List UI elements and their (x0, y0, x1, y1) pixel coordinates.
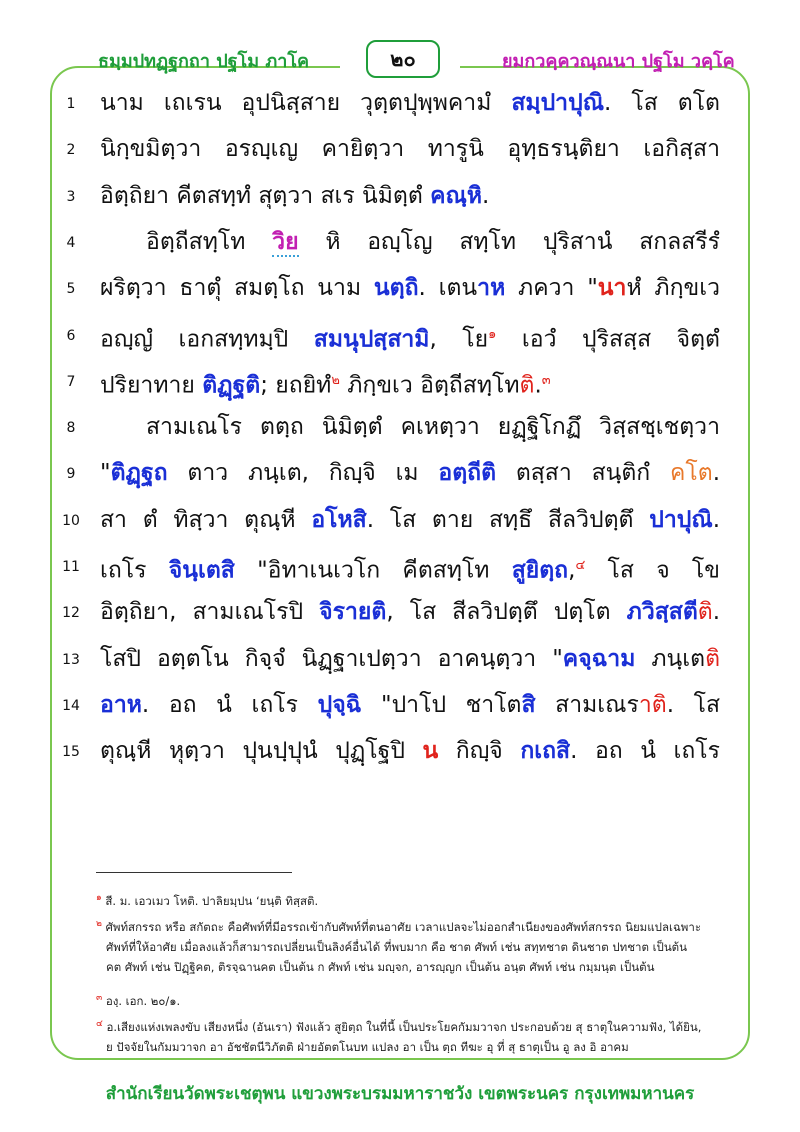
text-segment: "อิทาเนเวโก คีตสทฺโท (234, 557, 512, 584)
text-segment: อาห (100, 691, 142, 718)
text-segment: คจฺฉาม (562, 645, 636, 672)
text-segment: ติ (519, 372, 535, 399)
footnote-ref: ๔ (575, 558, 586, 573)
text-segment: อิตฺถีสทฺโท (146, 228, 273, 255)
text-segment: เอวํ ปุริสสฺส จิตฺตํ (496, 326, 720, 353)
text-segment: หํ ภิกฺขเว (626, 275, 720, 302)
text-segment: , (568, 557, 576, 584)
footnote-text: คต ศัพท์ เช่น ปิฏฺฐิคต, ติรจฺฉานคต เป็นต้น ก ศัพท์ เช่น มญฺจก, อารญฺญก เป็นต้น อนฺต ศัพท์ เช่น กมฺมนฺต เป็นต้น (106, 959, 655, 974)
text-segment: , โย (429, 326, 489, 353)
text-segment: ปาปุณิ (649, 506, 713, 533)
text-segment: ติฏฺฐติ (202, 372, 261, 399)
line-text (100, 132, 720, 166)
text-segment: ตุณฺหี หุตฺวา ปุนปฺปุนํ ปุฏฺโฐปิ (100, 738, 423, 765)
line-text (100, 549, 720, 588)
line-number: 11 (62, 559, 80, 575)
text-segment: สา ตํ ทิสฺวา ตุณฺหี (100, 506, 312, 533)
text-segment: . เตน (418, 275, 478, 302)
text-segment: อตฺถีติ (438, 460, 497, 487)
footnote-text: ศัพท์สกรรถ หรือ สกัตถะ คือศัพท์ที่มีอรรถเข้ากับศัพท์ที่ตนอาศัย เวลาแปลจะไม่ออกสำเนียงของศัพท์สกรรถ นิยมแปลเฉพาะ (105, 919, 702, 934)
text-segment: . (712, 460, 720, 487)
footnote-text: องฺ. เอก. ๒๐/๑. (105, 993, 181, 1008)
text-segment: . (712, 599, 721, 626)
line-text (100, 318, 720, 357)
footnote-3 (96, 988, 736, 1011)
text-segment: ภวิสฺสตี (626, 599, 698, 626)
text-segment: กเถสิ (520, 738, 571, 765)
text-segment: อิตฺถิยา, สามเณโรปิ (100, 599, 320, 626)
text-segment: โส จ โข (585, 557, 720, 584)
text-segment: ตาว ภนฺเต, กิญฺจิ เม (167, 460, 439, 487)
footnote-marker: ๓ (96, 993, 103, 1003)
text-segment: ผริตฺวา ธาตุํ สมตฺโถ นาม (100, 275, 374, 302)
text-segment: ; ยถยิทํ (260, 372, 332, 399)
text-segment: . อถ นํ เถโร (141, 691, 318, 718)
text-segment: อญฺญํ เอกสทฺทมฺปิ (100, 326, 314, 353)
page-number-badge: ๒๐ (366, 40, 440, 78)
line-number: 8 (66, 420, 76, 437)
text-segment: สูยิตฺถ (511, 557, 569, 584)
text-segment: "ปาโป ชาโต (361, 691, 522, 718)
header-chapter-title: ยมกวคฺควณฺณนา ปฐโม วคฺโค (502, 51, 735, 72)
line-text (100, 456, 720, 490)
footnote-marker: ๑ (96, 893, 102, 903)
text-segment: เถโร (100, 557, 169, 584)
text-segment: าติ (638, 691, 667, 718)
text-segment: สิ (521, 691, 536, 718)
line-number: 13 (62, 651, 80, 668)
text-segment: นา (597, 275, 627, 302)
text-segment: สมนุปสฺสามิ (313, 326, 430, 353)
footnote-marker: ๒ (96, 919, 102, 929)
text-line (58, 82, 738, 128)
footnote-text: ศัพท์ที่ให้อาศัย เมื่อลงแล้วก็สามารถเปลี่ยนเป็นลิงค์อื่นได้ ที่พบมาก คือ ชาต ศัพท์ เช่น สทฺทชาต ดินชาต ปทชาต เป็นต้น (106, 939, 688, 954)
text-line (58, 175, 738, 221)
text-segment: วิย (272, 228, 299, 255)
text-line (58, 221, 738, 267)
text-segment: " (100, 460, 111, 487)
text-line (58, 452, 738, 498)
text-segment: อิตฺถิยา คีตสทฺทํ สุตฺวา สเร นิมิตฺตํ (100, 182, 431, 209)
text-line (58, 406, 738, 452)
text-line (58, 730, 738, 776)
text-line (58, 267, 738, 313)
line-number: 9 (66, 466, 76, 483)
text-segment: , โส สีลวิปตฺตึ ปตฺโต (386, 599, 627, 626)
footnote-ref: ๒ (331, 372, 340, 388)
text-line (58, 499, 738, 545)
text-segment: . โส ตาย สทฺธึ สีลวิปตฺตึ (366, 506, 650, 533)
text-segment: . (482, 182, 490, 209)
line-text (100, 364, 720, 403)
text-segment: ภควา " (505, 275, 598, 302)
text-line (58, 360, 738, 406)
text-line (58, 545, 738, 591)
text-segment: ปุจฺฉิ (317, 691, 362, 718)
text-segment: ตสฺสา สนฺติกํ (496, 460, 670, 487)
text-segment: นิกฺขมิตฺวา อรญฺเญ คายิตฺวา ทารูนิ อุทฺธรนฺติยา เอกิสฺสา (100, 136, 720, 163)
line-text (100, 595, 720, 629)
text-segment: อโหสิ (311, 506, 367, 533)
text-segment: ภนฺเต (635, 645, 706, 672)
line-number: 1 (66, 96, 76, 112)
text-segment: ติ (697, 599, 713, 626)
line-text (100, 410, 720, 444)
text-segment: สามเณร (535, 691, 639, 718)
text-segment: ติฏฺฐถ (110, 460, 168, 487)
text-segment: น (422, 738, 439, 765)
footnote-1 (96, 888, 736, 911)
text-segment: ติ (705, 645, 721, 672)
text-segment: จินฺเตสิ (168, 557, 235, 584)
line-number: 14 (62, 697, 80, 714)
text-segment: . โส ตโต (604, 90, 720, 116)
line-number: 10 (62, 512, 80, 529)
text-segment: ปริยาทาย (100, 372, 203, 399)
text-segment: . อถ นํ เถโร (570, 738, 721, 765)
line-number: 15 (62, 744, 80, 761)
line-text (100, 225, 720, 259)
line-number: 5 (66, 281, 76, 298)
footnote-text: อ.เสียงแห่งเพลงขับ เสียงหนึ่ง (อันเรา) ฟังแล้ว สูยิตฺถ ในที่นี้ เป็นประโยคกัมมวาจก ประกอบด้วย สุ ธาตุในความฟัง, ได้ยิน, (106, 1019, 702, 1034)
header-book-title: ธมฺมปทฏฺฐกถา ปฐโม ภาโค (98, 51, 310, 72)
footnote-rule (96, 872, 292, 873)
text-segment: จิรายติ (319, 599, 387, 626)
text-segment: สามเณโร ตตฺถ นิมิตฺตํ คเหตฺวา ยฏฺฐิโกฏึ วิสฺสชฺเชตฺวา (146, 414, 720, 441)
footnote-ref: ๓ (541, 372, 551, 388)
footnote-marker: ๔ (96, 1019, 103, 1029)
text-segment: . (534, 372, 542, 399)
line-text (100, 503, 720, 537)
text-segment: โสปิ อตฺตโน กิจฺจํ นิฏฺฐาเปตฺวา อาคนฺตฺวา " (100, 645, 563, 672)
line-text (100, 688, 720, 722)
line-number: 2 (66, 142, 76, 159)
line-text (100, 86, 720, 120)
text-line (58, 128, 738, 174)
text-segment: คณฺหิ (430, 182, 483, 209)
text-segment: . โส (666, 691, 721, 718)
footnote-2 (96, 914, 736, 977)
line-number: 4 (66, 234, 76, 251)
line-number: 7 (66, 373, 76, 390)
footnote-text: ย ปัจจัยในกัมมวาจก อา อัชชัตนีวิภัตติ ฝ่ายอัตตโนบท แปลง อา เป็น ตฺถ ทีฆะ อุ ที่ สุ ธาตุเป็น อู ลง อิ อาคม (106, 1039, 629, 1054)
footnote-4 (96, 1014, 736, 1057)
line-number: 12 (62, 605, 80, 622)
text-segment: าห (477, 275, 506, 302)
text-segment: นตฺถิ (373, 275, 419, 302)
text-line (58, 638, 738, 684)
line-text (100, 271, 720, 305)
text-segment: สมฺปาปุณิ (511, 90, 605, 116)
footnote-ref: ๑ (488, 326, 497, 342)
text-line (58, 684, 738, 730)
footer-institution: สำนักเรียนวัดพระเชตุพน แขวงพระบรมมหาราชวัง เขตพระนคร กรุงเทพมหานคร (105, 1084, 695, 1104)
text-line (58, 591, 738, 637)
text-segment: นาม เถเรน อุปนิสฺสาย วุตฺตปุพฺพคามํ (100, 90, 512, 116)
text-line (58, 314, 738, 360)
line-text (100, 642, 720, 676)
text-segment: หิ อญฺโญ สทฺโท ปุริสานํ สกลสรีรํ (298, 228, 720, 255)
footnote-text: สี. ม. เอวเมว โหติ. ปาลิยมฺปน ‘ยนฺติ ทิสฺสติ. (105, 893, 319, 908)
line-number: 3 (66, 188, 76, 205)
text-segment: ภิกฺขเว อิตฺถีสทฺโท (339, 372, 520, 399)
line-number: 6 (66, 327, 76, 344)
line-text (100, 179, 720, 213)
text-segment: . (712, 506, 720, 533)
text-segment: คโต (670, 460, 713, 487)
text-segment: กิญฺจิ (438, 738, 521, 765)
line-text (100, 734, 720, 768)
